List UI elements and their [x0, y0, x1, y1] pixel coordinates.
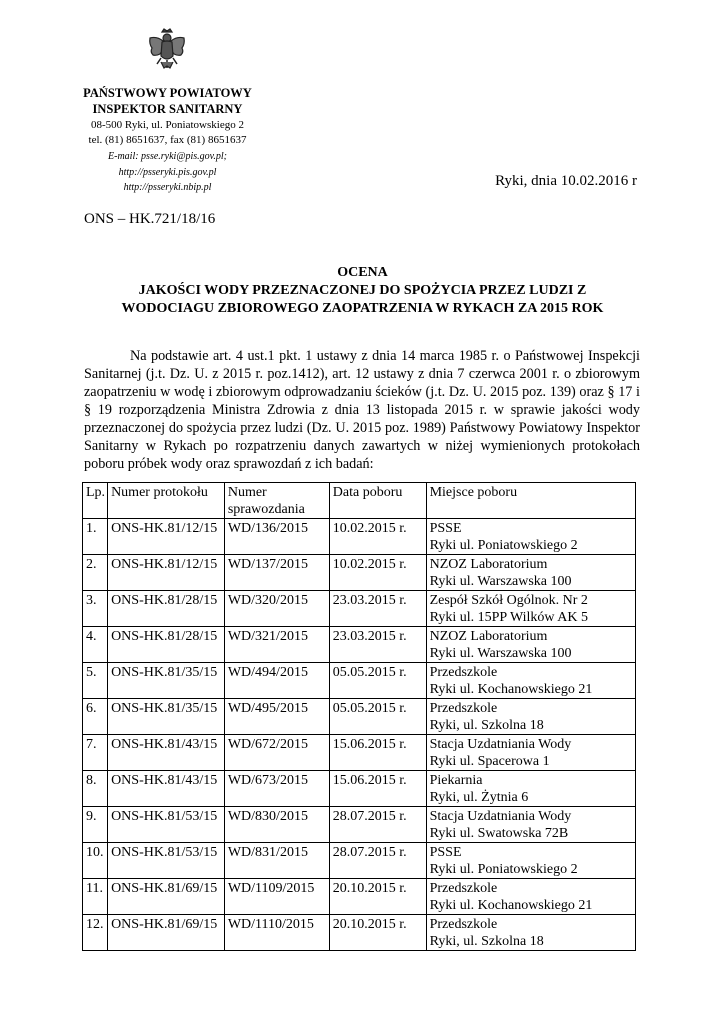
place-cell — [426, 807, 635, 843]
table-header-row — [83, 483, 636, 519]
document-date: Ryki, dnia 10.02.2016 r — [495, 173, 637, 189]
report-cell: WD/1110/2015 — [224, 915, 329, 951]
lp-cell: 1. — [83, 519, 108, 555]
table-row — [83, 771, 636, 807]
date-cell: 15.06.2015 r. — [329, 771, 426, 807]
report-cell: WD/136/2015 — [224, 519, 329, 555]
protocol-cell: ONS-HK.81/28/15 — [108, 627, 225, 663]
office-email: E-mail: psse.ryki@pis.gov.pl; — [108, 151, 227, 162]
reference-number: ONS – HK.721/18/16 — [84, 211, 216, 227]
place-cell — [426, 519, 635, 555]
lp-cell: 11. — [83, 879, 108, 915]
place-cell — [426, 735, 635, 771]
header-date: Data poboru — [329, 483, 426, 519]
date-cell: 28.07.2015 r. — [329, 843, 426, 879]
protocol-cell: ONS-HK.81/35/15 — [108, 699, 225, 735]
place-cell — [426, 627, 635, 663]
place-name: PSSE — [429, 521, 462, 536]
place-address: Ryki ul. Poniatowskiego 2 — [429, 538, 578, 553]
report-cell: WD/673/2015 — [224, 771, 329, 807]
date-cell: 20.10.2015 r. — [329, 915, 426, 951]
place-name: PSSE — [429, 845, 462, 860]
protocol-cell: ONS-HK.81/12/15 — [108, 519, 225, 555]
table-row — [83, 843, 636, 879]
office-bip-website: http://psseryki.nbip.pl — [123, 182, 212, 193]
date-cell: 20.10.2015 r. — [329, 879, 426, 915]
place-address: Ryki ul. Kochanowskiego 21 — [429, 682, 593, 697]
place-name: NZOZ Laboratorium — [429, 629, 548, 644]
place-address: Ryki ul. Warszawska 100 — [429, 574, 572, 589]
eagle-emblem-icon — [147, 28, 187, 72]
table-row — [83, 663, 636, 699]
report-cell: WD/320/2015 — [224, 591, 329, 627]
place-name: Przedszkole — [429, 917, 498, 932]
date-cell: 28.07.2015 r. — [329, 807, 426, 843]
protocol-cell: ONS-HK.81/35/15 — [108, 663, 225, 699]
place-cell — [426, 771, 635, 807]
place-address: Ryki, ul. Szkolna 18 — [429, 718, 544, 733]
report-cell: WD/831/2015 — [224, 843, 329, 879]
table-row — [83, 555, 636, 591]
date-cell: 15.06.2015 r. — [329, 735, 426, 771]
office-name-line2: INSPEKTOR SANITARNY — [92, 102, 243, 116]
table-row — [83, 591, 636, 627]
header-place: Miejsce poboru — [426, 483, 635, 519]
lp-cell: 6. — [83, 699, 108, 735]
place-name: Przedszkole — [429, 665, 498, 680]
date-cell: 23.03.2015 r. — [329, 591, 426, 627]
protocol-cell: ONS-HK.81/69/15 — [108, 915, 225, 951]
place-address: Ryki ul. Warszawska 100 — [429, 646, 572, 661]
date-cell: 05.05.2015 r. — [329, 663, 426, 699]
place-name: Zespół Szkół Ogólnok. Nr 2 — [429, 593, 588, 608]
header-protocol: Numer protokołu — [108, 483, 225, 519]
protocol-cell: ONS-HK.81/43/15 — [108, 735, 225, 771]
lp-cell: 4. — [83, 627, 108, 663]
lp-cell: 7. — [83, 735, 108, 771]
date-cell: 10.02.2015 r. — [329, 555, 426, 591]
date-cell: 23.03.2015 r. — [329, 627, 426, 663]
lp-cell: 9. — [83, 807, 108, 843]
office-phone: tel. (81) 8651637, fax (81) 8651637 — [88, 134, 247, 146]
place-address: Ryki ul. Spacerowa 1 — [429, 754, 550, 769]
place-cell — [426, 915, 635, 951]
office-website: http://psseryki.pis.gov.pl — [118, 167, 217, 178]
lp-cell: 8. — [83, 771, 108, 807]
date-cell: 10.02.2015 r. — [329, 519, 426, 555]
table-row — [83, 879, 636, 915]
table-row — [83, 915, 636, 951]
table-row — [83, 735, 636, 771]
title-line3: WODOCIAGU ZBIOROWEGO ZAOPATRZENIA W RYKACH ZA 2015 ROK — [121, 301, 604, 316]
date-cell: 05.05.2015 r. — [329, 699, 426, 735]
table-row — [83, 627, 636, 663]
place-name: Stacja Uzdatniania Wody — [429, 737, 572, 752]
protocol-cell: ONS-HK.81/53/15 — [108, 843, 225, 879]
header-report: Numer sprawozdania — [224, 483, 329, 519]
office-name-line1: PAŃSTWOWY POWIATOWY — [83, 86, 252, 100]
place-cell — [426, 663, 635, 699]
protocol-cell: ONS-HK.81/28/15 — [108, 591, 225, 627]
report-cell: WD/495/2015 — [224, 699, 329, 735]
lp-cell: 2. — [83, 555, 108, 591]
place-address: Ryki ul. Poniatowskiego 2 — [429, 862, 578, 877]
place-cell — [426, 843, 635, 879]
place-name: Piekarnia — [429, 773, 483, 788]
table-row — [83, 807, 636, 843]
place-name: Przedszkole — [429, 881, 498, 896]
report-cell: WD/672/2015 — [224, 735, 329, 771]
report-cell: WD/321/2015 — [224, 627, 329, 663]
place-address: Ryki, ul. Szkolna 18 — [429, 934, 544, 949]
title-line1: OCENA — [337, 265, 388, 280]
protocol-cell: ONS-HK.81/53/15 — [108, 807, 225, 843]
place-cell — [426, 699, 635, 735]
report-cell: WD/830/2015 — [224, 807, 329, 843]
table-row — [83, 699, 636, 735]
title-line2: JAKOŚCI WODY PRZEZNACZONEJ DO SPOŻYCIA PRZEZ LUDZI Z — [138, 283, 587, 298]
office-address: 08-500 Ryki, ul. Poniatowskiego 2 — [91, 119, 244, 131]
report-cell: WD/137/2015 — [224, 555, 329, 591]
place-cell — [426, 879, 635, 915]
place-name: Przedszkole — [429, 701, 498, 716]
protocol-cell: ONS-HK.81/12/15 — [108, 555, 225, 591]
intro-paragraph: Na podstawie art. 4 ust.1 pkt. 1 ustawy z dnia 14 marca 1985 r. o Państwowej Inspekcji Sanitarnej (j.t. Dz. U. z 2015 r. poz.1412), art. 12 ustawy z dnia 7 czerwca 2001 r. o zbiorowym zaopatrzeniu w wodę i zbiorowym odprowadzaniu ścieków (j.t. Dz. U. 2015 poz. 139) oraz § 17 i § 19 rozporządzenia Ministra Zdrowia z dnia 13 listopada 2015 r. w sprawie jakości wody przeznaczonej do spożycia przez ludzi (Dz. U. 2015 poz. 1989) Państwowy Powiatowy Inspektor Sanitarny w Rykach po rozpatrzeniu danych zawartych w niżej wymienionych protokołach poboru próbek wody oraz sprawozdań z ich badań: — [84, 348, 640, 472]
report-cell: WD/494/2015 — [224, 663, 329, 699]
place-name: Stacja Uzdatniania Wody — [429, 809, 572, 824]
header-lp: Lp. — [83, 483, 108, 519]
protocol-cell: ONS-HK.81/69/15 — [108, 879, 225, 915]
lp-cell: 5. — [83, 663, 108, 699]
place-address: Ryki ul. Kochanowskiego 21 — [429, 898, 593, 913]
place-address: Ryki ul. 15PP Wilków AK 5 — [429, 610, 588, 625]
place-cell — [426, 555, 635, 591]
place-name: NZOZ Laboratorium — [429, 557, 548, 572]
protocol-cell: ONS-HK.81/43/15 — [108, 771, 225, 807]
report-cell: WD/1109/2015 — [224, 879, 329, 915]
table-row — [83, 519, 636, 555]
place-cell — [426, 591, 635, 627]
place-address: Ryki, ul. Żytnia 6 — [429, 790, 529, 805]
lp-cell: 10. — [83, 843, 108, 879]
lp-cell: 3. — [83, 591, 108, 627]
lp-cell: 12. — [83, 915, 108, 951]
sampling-table — [82, 482, 636, 951]
place-address: Ryki ul. Swatowska 72B — [429, 826, 569, 841]
